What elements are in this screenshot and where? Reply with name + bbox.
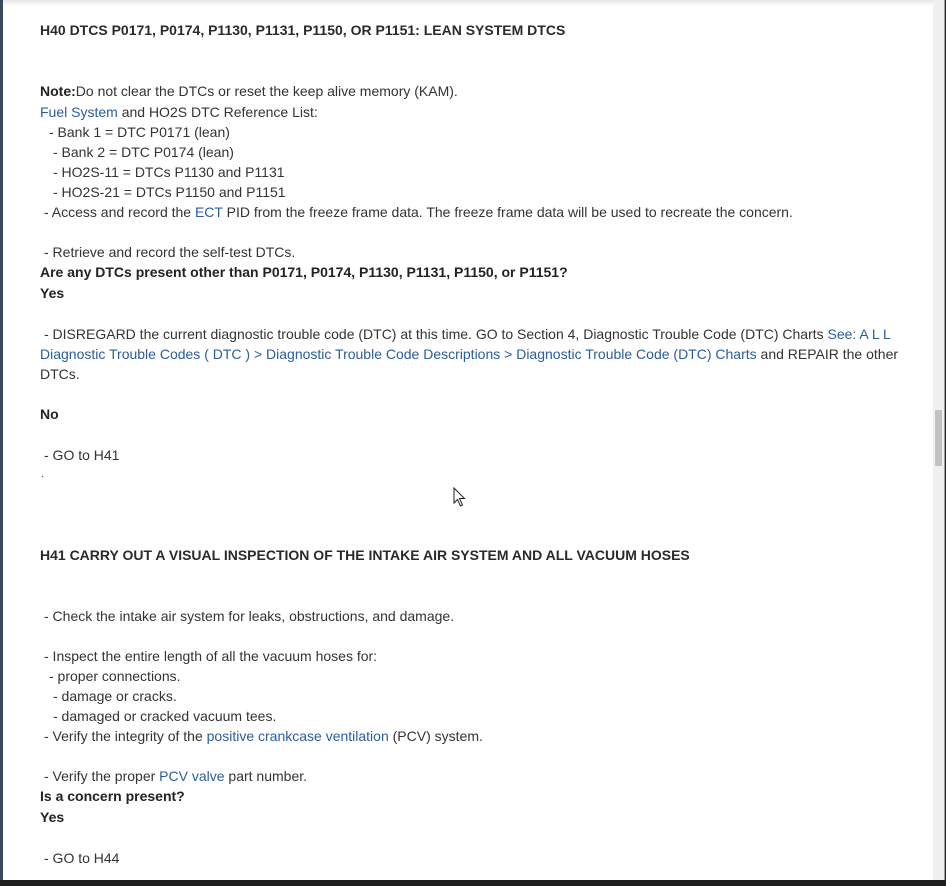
verify-pcv-system-line bbox=[44, 726, 483, 746]
access-line bbox=[44, 202, 793, 222]
inspect-line: - Inspect the entire length of all the vacuum hoses for: bbox=[44, 648, 378, 664]
disregard-prefix: - DISREGARD the current diagnostic trouble code (DTC) at this time. GO to Section 4, Diagnostic Trouble Code (DTC) Charts bbox=[44, 326, 828, 342]
check-line: - Check the intake air system for leaks, obstructions, and damage. bbox=[44, 608, 455, 624]
go-h44-line: - GO to H44 bbox=[44, 850, 120, 866]
reference-list-text: and HO2S DTC Reference List: bbox=[117, 104, 318, 120]
fuel-system-link[interactable]: Fuel System bbox=[40, 104, 118, 120]
list-item: - damage or cracks. bbox=[53, 688, 177, 704]
document-window bbox=[3, 0, 945, 880]
list-item: - Bank 1 = DTC P0171 (lean) bbox=[49, 124, 230, 140]
window-top-shadow bbox=[3, 0, 933, 6]
dot-separator: . bbox=[41, 469, 44, 480]
note-text: Do not clear the DTCs or reset the keep alive memory (KAM). bbox=[75, 83, 458, 99]
list-item: - HO2S-11 = DTCs P1130 and P1131 bbox=[53, 164, 285, 180]
list-item: - Bank 2 = DTC P0174 (lean) bbox=[53, 144, 234, 160]
verify-pcv-suffix: part number. bbox=[224, 768, 308, 784]
dtc-charts-link[interactable]: See: A L L Diagnostic Trouble Codes ( DTC ) > Diagnostic Trouble Code Descriptions > Diagnostic Trouble Code (DTC) Charts bbox=[40, 326, 891, 362]
vertical-scrollbar[interactable] bbox=[933, 0, 944, 880]
list-item: - proper connections. bbox=[49, 668, 181, 684]
retrieve-line: - Retrieve and record the self-test DTCs. bbox=[44, 244, 296, 260]
access-suffix: PID from the freeze frame data. The freeze frame data will be used to recreate the concern. bbox=[222, 204, 793, 220]
ect-link[interactable]: ECT bbox=[194, 204, 223, 220]
reference-list-line bbox=[40, 102, 318, 122]
note-label: Note: bbox=[40, 83, 76, 99]
h41-title: H41 CARRY OUT A VISUAL INSPECTION OF THE INTAKE AIR SYSTEM AND ALL VACUUM HOSES bbox=[40, 547, 690, 563]
access-prefix: - Access and record the bbox=[44, 204, 195, 220]
h40-yes-label: Yes bbox=[40, 285, 65, 301]
window-bottom-edge bbox=[0, 880, 946, 886]
h40-title: H40 DTCS P0171, P0174, P1130, P1131, P1150, OR P1151: LEAN SYSTEM DTCS bbox=[40, 22, 566, 38]
list-item: - HO2S-21 = DTCs P1150 and P1151 bbox=[53, 184, 286, 200]
verify-prefix: - Verify the integrity of the bbox=[44, 728, 207, 744]
mouse-pointer-icon bbox=[453, 487, 467, 507]
h40-no-label: No bbox=[40, 406, 59, 422]
go-h41-line: - GO to H41 bbox=[44, 447, 120, 463]
verify-pcv-valve-line bbox=[44, 766, 307, 786]
disregard-paragraph bbox=[40, 324, 900, 384]
disregard-suffix: and REPAIR the other DTCs. bbox=[40, 346, 899, 382]
verify-suffix: (PCV) system. bbox=[388, 728, 483, 744]
h41-yes-label: Yes bbox=[40, 809, 65, 825]
note-line bbox=[40, 81, 458, 101]
pcv-valve-link[interactable]: PCV valve bbox=[159, 768, 225, 784]
list-item: - damaged or cracked vacuum tees. bbox=[53, 708, 277, 724]
pcv-link[interactable]: positive crankcase ventilation bbox=[206, 728, 389, 744]
h41-question: Is a concern present? bbox=[40, 788, 185, 804]
scrollbar-thumb[interactable] bbox=[935, 410, 942, 466]
verify-pcv-prefix: - Verify the proper bbox=[44, 768, 160, 784]
h40-question: Are any DTCs present other than P0171, P0174, P1130, P1131, P1150, or P1151? bbox=[40, 264, 568, 280]
